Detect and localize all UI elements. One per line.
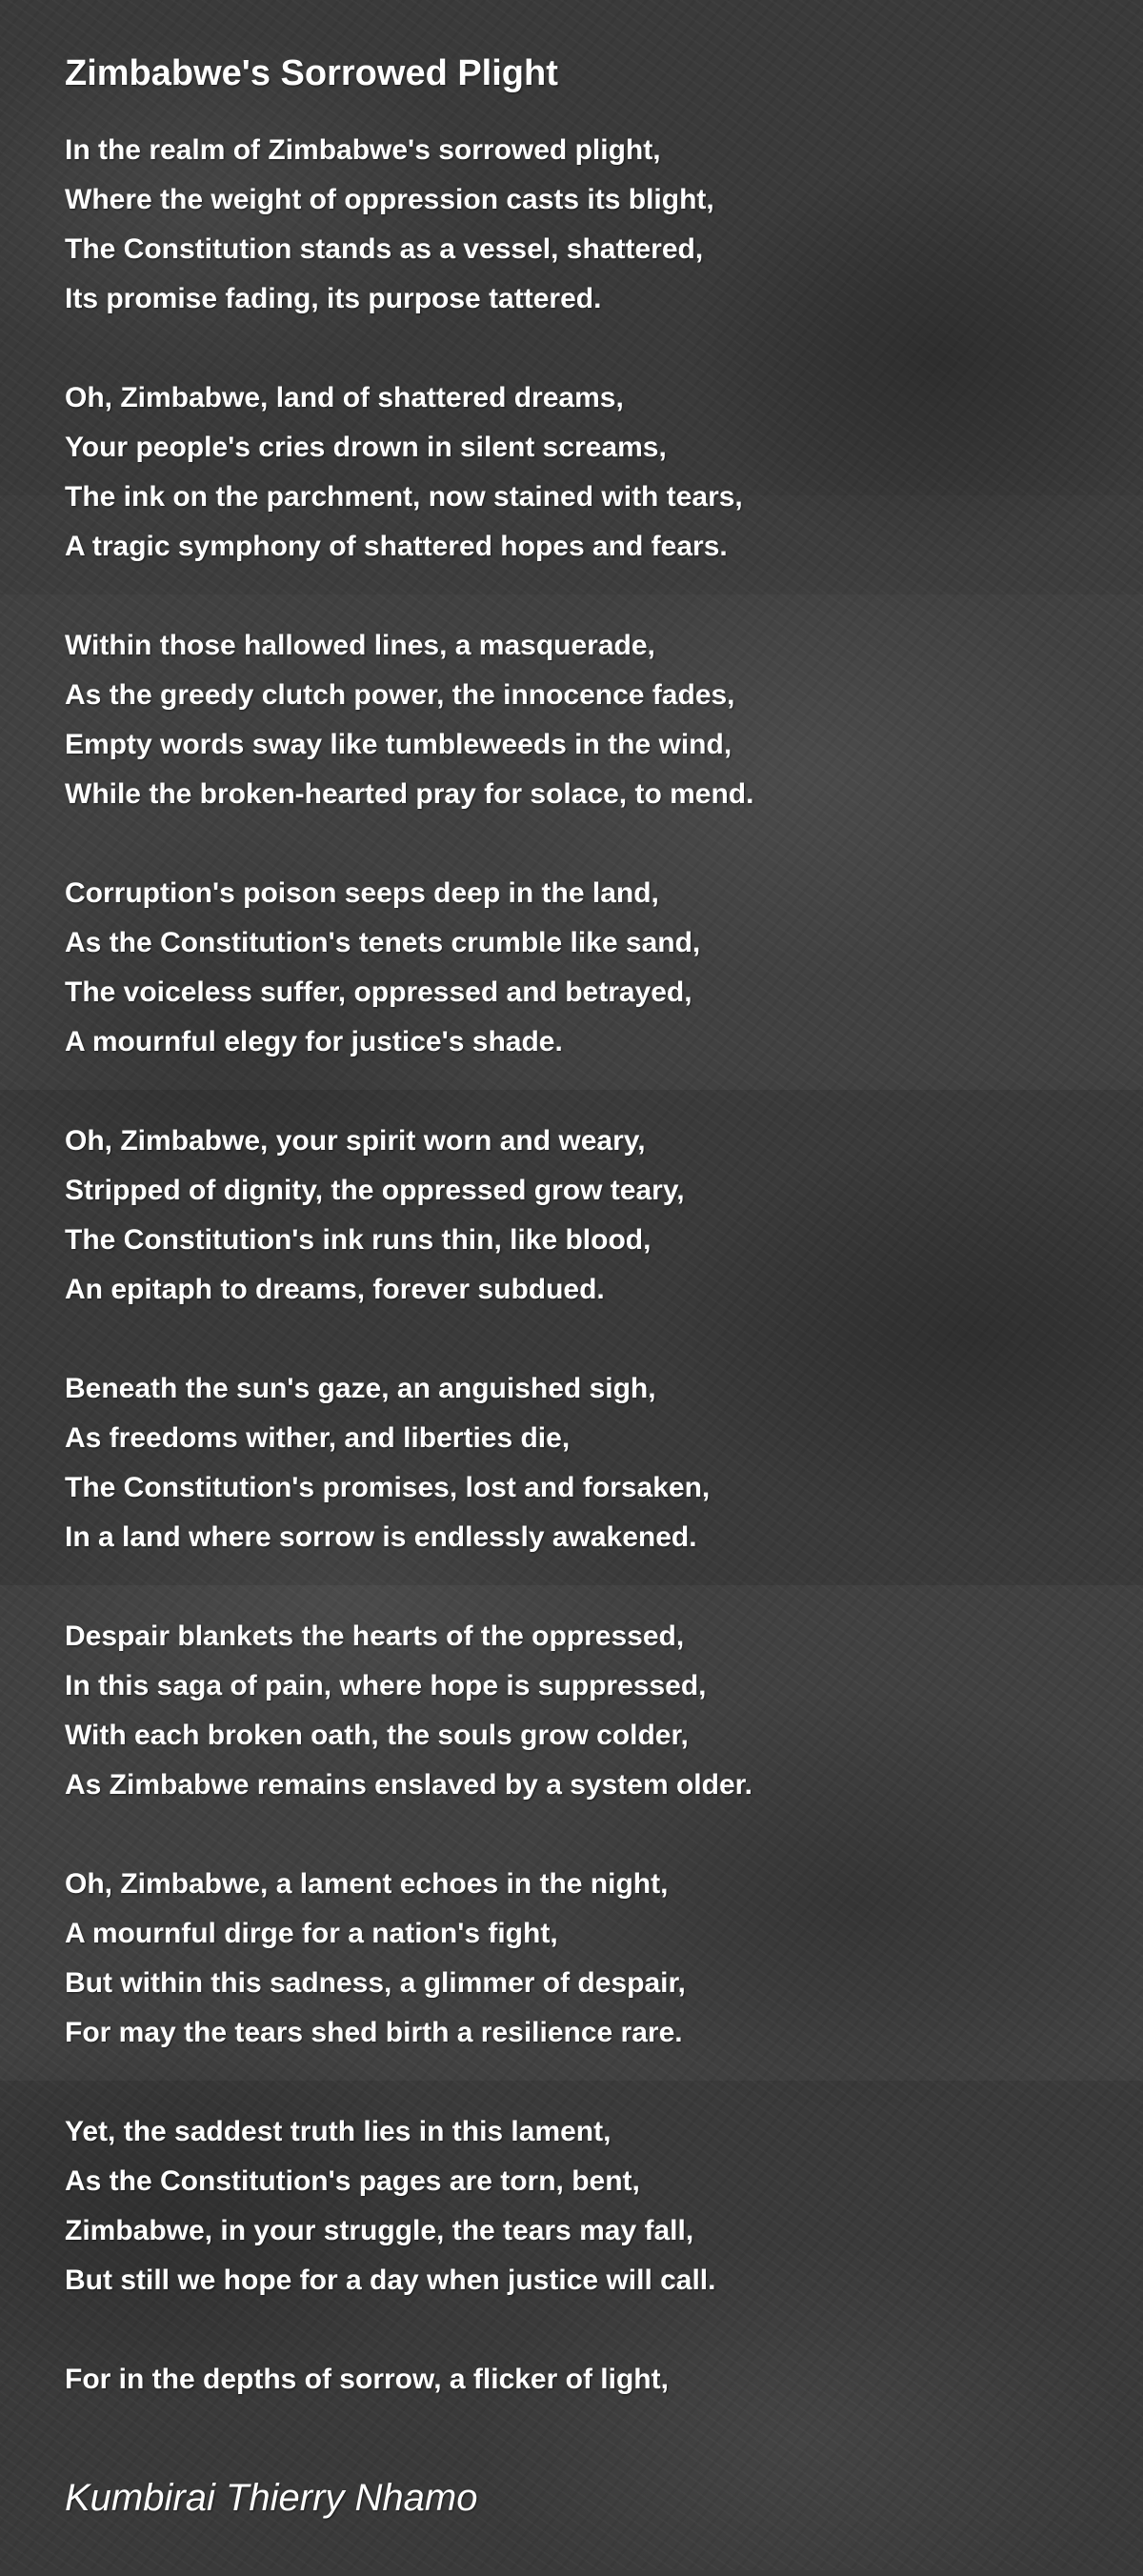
poem-line: In a land where sorrow is endlessly awakened. [65,1521,697,1553]
stanza [65,1364,1113,1562]
poem-line: While the broken-hearted pray for solace, to mend. [65,778,754,810]
poem-line: For may the tears shed birth a resilience rare. [65,2017,683,2048]
stanza [65,1117,1113,1315]
stanza [65,2355,1113,2405]
poem-line: Within those hallowed lines, a masquerade, [65,630,655,661]
poem-line: The Constitution's promises, lost and forsaken, [65,1472,711,1503]
poem-body [65,126,1113,2405]
poem-line: The voiceless suffer, oppressed and betrayed, [65,976,692,1008]
poem-line: Beneath the sun's gaze, an anguished sigh, [65,1373,656,1404]
poem-container [65,50,1113,2454]
poem-line: Its promise fading, its purpose tattered. [65,283,602,314]
poem-line: As the Constitution's tenets crumble like sand, [65,927,701,958]
poem-line: But within this sadness, a glimmer of despair, [65,1967,686,1999]
poem-line: Corruption's poison seeps deep in the land, [65,877,659,909]
stanza [65,869,1113,1067]
stanza [65,373,1113,572]
poem-line: Your people's cries drown in silent screams, [65,432,667,463]
poem-line: Oh, Zimbabwe, land of shattered dreams, [65,382,624,413]
poem-line: The Constitution stands as a vessel, shattered, [65,233,704,265]
poem-line: But still we hope for a day when justice will call. [65,2264,716,2296]
poem-line: For in the depths of sorrow, a flicker of light, [65,2364,669,2395]
poem-line: Oh, Zimbabwe, a lament echoes in the night, [65,1868,669,1900]
poem-line: A mournful elegy for justice's shade. [65,1026,563,1057]
poem-line: As Zimbabwe remains enslaved by a system older. [65,1769,752,1801]
poem-line: In the realm of Zimbabwe's sorrowed plight, [65,134,661,166]
poem-line: An epitaph to dreams, forever subdued. [65,1274,605,1305]
poem-line: In this saga of pain, where hope is suppressed, [65,1670,707,1701]
poem-line: Zimbabwe, in your struggle, the tears may fall, [65,2215,694,2246]
poem-line: Stripped of dignity, the oppressed grow teary, [65,1175,685,1206]
stanza [65,1612,1113,1810]
poem-line: Despair blankets the hearts of the oppressed, [65,1620,685,1652]
poem-line: Yet, the saddest truth lies in this lament, [65,2116,612,2147]
poem-line: A mournful dirge for a nation's fight, [65,1918,558,1949]
stanza [65,621,1113,819]
poem-line: The ink on the parchment, now stained with tears, [65,481,743,513]
poem-line: With each broken oath, the souls grow colder, [65,1720,689,1751]
poem-author: Kumbirai Thierry Nhamo [65,2477,478,2519]
poem-line: As the Constitution's pages are torn, bent, [65,2165,640,2197]
stanza [65,2107,1113,2305]
poem-line: Empty words sway like tumbleweeds in the wind, [65,729,732,760]
stanza [65,126,1113,324]
poem-line: The Constitution's ink runs thin, like blood, [65,1224,652,1256]
poem-line: Where the weight of oppression casts its blight, [65,184,714,215]
poem-line: As the greedy clutch power, the innocence fades, [65,679,735,711]
poem-line: A tragic symphony of shattered hopes and fears. [65,531,728,562]
poem-title: Zimbabwe's Sorrowed Plight [65,53,558,93]
poem-line: Oh, Zimbabwe, your spirit worn and weary, [65,1125,646,1157]
poem-line: As freedoms wither, and liberties die, [65,1422,571,1454]
stanza [65,1860,1113,2058]
